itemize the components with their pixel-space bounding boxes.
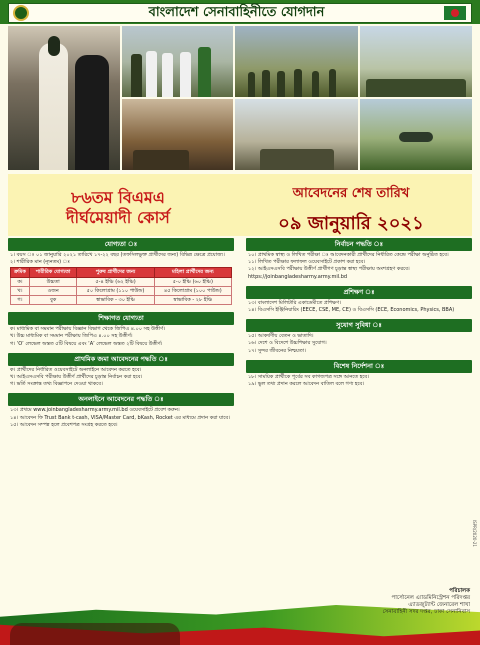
section-line: ১৯। ভুল তথ্য প্রদান করলে আবেদন বাতিল বলে গণ্য হবে। xyxy=(248,381,365,388)
section-education xyxy=(8,312,234,349)
section-line: গ। ভর্তি সংক্রান্ত তথ্য বিজ্ঞাপনে দেওয়া থাকবে। xyxy=(10,381,103,388)
section-line: ১৩। প্রথমে www.joinbangladesharmy.army.mil.bd ওয়েবসাইটে প্রবেশ করুন। xyxy=(10,407,180,414)
signature-line: সেনাবাহিনী সদর দপ্তর, ঢাকা সেনানিবাস xyxy=(382,609,470,615)
table-cell: স্বাভাবিক - ৩০ ইঞ্চি xyxy=(77,296,154,305)
photo-helicopter xyxy=(360,99,472,170)
physical-standards-table xyxy=(10,267,232,305)
table-cell: ৫-০ ইঞ্চি (৬০ ইঞ্চি) xyxy=(154,277,231,286)
table-cell: ক। xyxy=(11,277,30,286)
course-title-line1: ৮৬তম বিএমএ xyxy=(71,188,165,207)
photo-collage xyxy=(8,26,472,172)
table-cell: গ। xyxy=(11,296,30,305)
photo-rocket-launch xyxy=(122,99,234,170)
signature-block xyxy=(340,588,470,616)
section-selection xyxy=(246,238,472,282)
section-line: ১৮। সাময়িক প্রার্থীকে পূর্বের সব কাগজপত্র সঙ্গে আনতে হবে। xyxy=(248,373,369,380)
table-cell: ৪৫ কিলোগ্রাম (১০০ পাউন্ড) xyxy=(154,286,231,295)
section-line: খ। উচ্চ মাধ্যমিক বা সমমান পরীক্ষায় জিপিএ ৪.০০ সহ উত্তীর্ণ। xyxy=(10,333,133,340)
section-application-method xyxy=(8,353,234,390)
right-column xyxy=(246,238,472,594)
table-header: পুরুষ প্রার্থীদের জন্য xyxy=(77,268,154,277)
left-column xyxy=(8,238,234,594)
section-line: ১৫। আকর্ষণীয় বেতন ও ভাতাদি। xyxy=(248,333,314,340)
section-heading: প্রশিক্ষণ ঃ xyxy=(246,286,472,299)
course-title-line2: দীর্ঘমেয়াদী কোর্স xyxy=(66,208,170,227)
section-body xyxy=(246,299,472,315)
section-body xyxy=(8,325,234,349)
deadline-date: ০৯ জানুয়ারি ২০২১ xyxy=(278,213,424,234)
section-line: ১৭। সুন্দর জীবনের নিশ্চয়তা। xyxy=(248,347,306,354)
photo-soldiers-field xyxy=(235,26,358,97)
section-heading: সুযোগ সুবিধা ঃ xyxy=(246,319,472,332)
section-line: ১৫। আবেদন সম্পন্ন হলে প্রবেশপত্র সংগ্রহ করতে হবে। xyxy=(10,421,118,428)
section-online-application xyxy=(8,393,234,430)
section-body xyxy=(246,373,472,389)
section-eligibility xyxy=(8,238,234,308)
photo-officer-and-leader xyxy=(8,26,120,170)
section-line: খ। আইএসএসবি পরীক্ষায় উত্তীর্ণ প্রার্থীদের চূড়ান্ত নির্বাচন করা হবে। xyxy=(10,374,143,381)
section-special-instructions xyxy=(246,360,472,389)
section-heading: প্রাথমিক জমা আবেদনের পদ্ধতি ঃ xyxy=(8,353,234,366)
table-header: শারীরিক যোগ্যতা xyxy=(29,268,76,277)
section-line: গ। ‘O’ লেভেল অন্তত ৫টি বিষয়ে এবং ‘A’ লেভেল অন্তত ২টি বিষয়ে উত্তীর্ণ। xyxy=(10,340,163,347)
soldier-silhouettes xyxy=(10,623,180,645)
table-row xyxy=(11,296,232,305)
table-header-row xyxy=(11,268,232,277)
table-cell: উচ্চতা xyxy=(29,277,76,286)
section-line: ১১। লিখিত পরীক্ষার ফলাফল ওয়েবসাইটে প্রকাশ করা হবে। xyxy=(248,259,366,266)
publication-code: ISPR/2020-21 xyxy=(472,520,477,547)
table-row xyxy=(11,286,232,295)
section-benefits xyxy=(246,319,472,356)
section-body xyxy=(246,332,472,356)
section-line: ক। মাধ্যমিক বা সমমান পরীক্ষায় বিজ্ঞান বিভাগ থেকে জিপিএ ৪.০০ সহ উত্তীর্ণ। xyxy=(10,326,165,333)
section-line: ১৩। বাংলাদেশ মিলিটারি একাডেমীতে প্রশিক্ষণ। xyxy=(248,299,341,306)
section-training xyxy=(246,286,472,315)
signature-title: পরিচালক xyxy=(449,588,470,594)
section-line: ১২। আইএসএসবি পরীক্ষায় উত্তীর্ণ প্রার্থীগণ চূড়ান্ত স্বাস্থ্য পরীক্ষায় অংশগ্রহণ করবে। xyxy=(248,266,410,273)
section-line: ১। বয়স ঃ ০১ জানুয়ারি ২০২১ তারিখে ১৭-২২ বছর (তফসিলভুক্ত প্রার্থীদের জন্য) বিভিন্ন ক্ষেত্রে প্রযোজ্য। xyxy=(10,252,225,258)
section-heading: বিশেষ নির্দেশনা ঃ xyxy=(246,360,472,373)
deadline-label: আবেদনের শেষ তারিখ xyxy=(292,186,410,201)
army-emblem-icon xyxy=(13,5,29,21)
section-body xyxy=(8,251,234,308)
table-cell: ৫-৪ ইঞ্চি (৬২ ইঞ্চি) xyxy=(77,277,154,286)
section-heading: শিক্ষাগত যোগ্যতা xyxy=(8,312,234,325)
section-body xyxy=(246,251,472,282)
section-line: ১৪। বিএসসি ইঞ্জিনিয়ারিং (EECE, CSE, ME, CE) ও বিএসসি (ECE, Economics, Physics, BBA) xyxy=(248,307,455,314)
content-area xyxy=(8,174,472,598)
section-line: ১৪। আবেদন ফি Trust Bank t-cash, VISA/Master Card, bKash, Rocket এর মাধ্যমে প্রদান করা যাবে। xyxy=(10,414,230,421)
section-line: ২। শারীরিক মান (ন্যূনতম) ঃ xyxy=(10,259,70,266)
section-body xyxy=(8,366,234,390)
table-cell: ৫০ কিলোগ্রাম (১১০ পাউন্ড) xyxy=(77,286,154,295)
photo-cadets xyxy=(122,26,234,97)
section-heading: অনলাইনে আবেদনের পদ্ধতি ঃ xyxy=(8,393,234,406)
table-row xyxy=(11,277,232,286)
table-header: মহিলা প্রার্থীদের জন্য xyxy=(154,268,231,277)
leader-figure xyxy=(75,55,109,170)
course-banner xyxy=(8,174,472,236)
section-line: ১০। প্রাথমিক স্বাস্থ্য ও লিখিত পরীক্ষা ঃ আবেদনকারী প্রার্থীদের নির্ধারিত কেন্দ্রে পরীক্ষা অনুষ্ঠিত হবে। xyxy=(248,252,449,258)
section-body xyxy=(8,406,234,430)
table-cell: বুক xyxy=(29,296,76,305)
table-cell: স্বাভাবিক - ২৮ ইঞ্চি xyxy=(154,296,231,305)
table-cell: ওজন xyxy=(29,286,76,295)
signature-line: পার্সোনেল এ্যাডমিনিস্ট্রেশন পরিদপ্তর xyxy=(391,595,470,601)
header-bar xyxy=(8,3,472,23)
officer-figure xyxy=(39,43,68,170)
flag-icon xyxy=(444,6,466,20)
course-title xyxy=(18,188,218,228)
table-header: ক্রমিক xyxy=(11,268,30,277)
section-heading: যোগ্যতা ঃ xyxy=(8,238,234,251)
deadline-block xyxy=(236,184,466,240)
section-heading: নির্বাচন পদ্ধতি ঃ xyxy=(246,238,472,251)
table-cell: খ। xyxy=(11,286,30,295)
photo-tank xyxy=(235,99,358,170)
website-link[interactable]: https://joinbangladesharmy.army.mil.bd xyxy=(248,273,348,280)
header-title: বাংলাদেশ সেনাবাহিনীতে যোগদান xyxy=(148,4,325,20)
signature-line: এ্যাডজুট্যান্ট জেনারেল শাখা xyxy=(408,602,470,608)
photo-parade xyxy=(360,26,472,97)
section-line: ক। প্রার্থীদের নির্ধারিত ওয়েবসাইটে অনলাইনে আবেদন করতে হবে। xyxy=(10,366,142,373)
section-line: ১৬। দেশে ও বিদেশে উচ্চশিক্ষার সুযোগ। xyxy=(248,340,327,347)
